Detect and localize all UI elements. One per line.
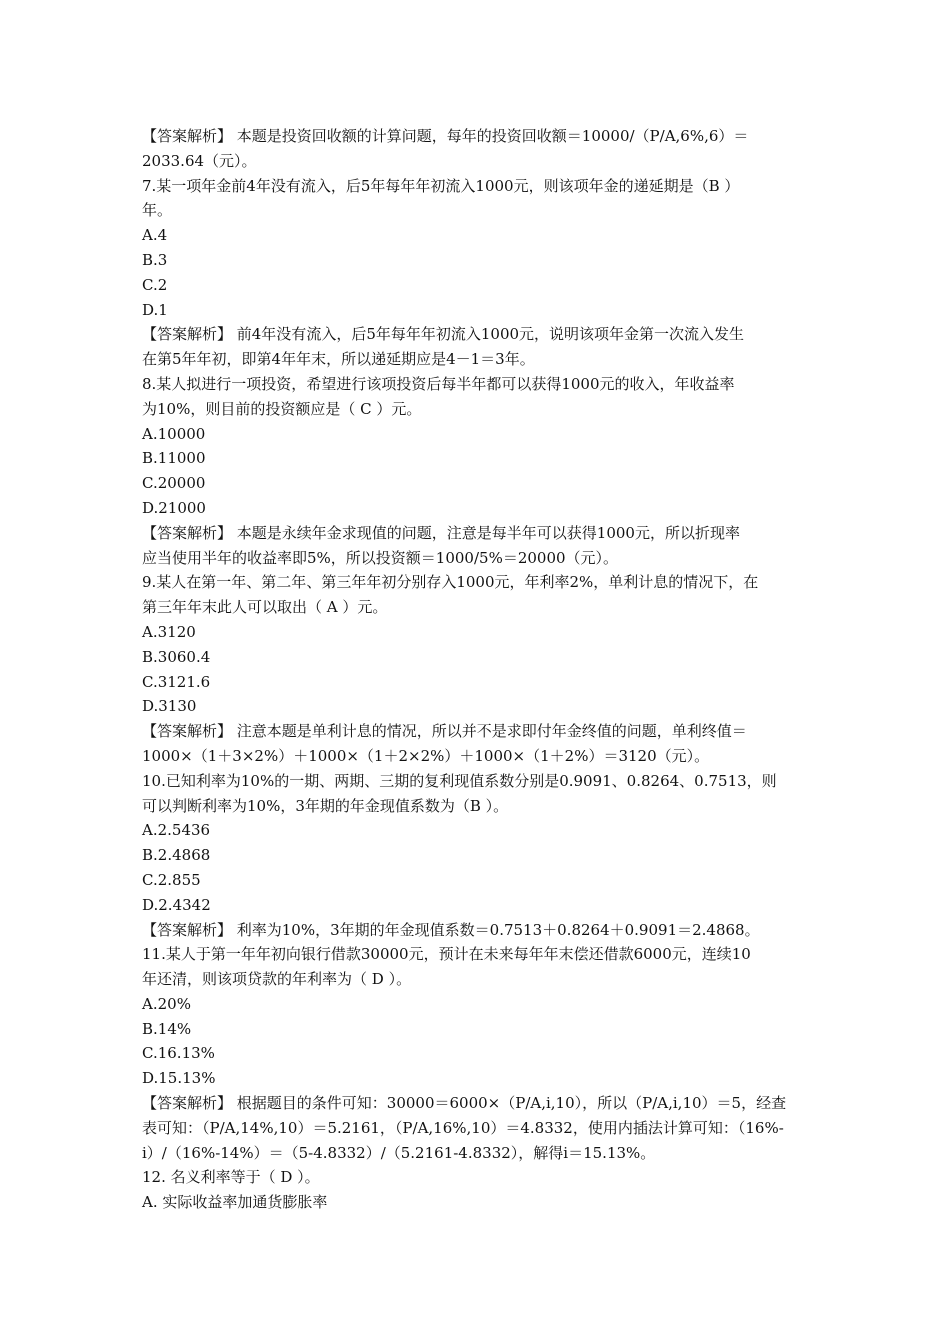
text-line: 可以判断利率为10%，3年期的年金现值系数为（B ）。 xyxy=(142,796,509,815)
option-d: D.3130 xyxy=(142,697,197,716)
option-c: C.20000 xyxy=(142,474,206,493)
option-b: B.14% xyxy=(142,1019,192,1038)
answer-analysis: 【答案解析】 本题是永续年金求现值的问题，注意是每半年可以获得1000元，所以折现率 xyxy=(142,523,740,542)
option-a: A.3120 xyxy=(142,622,196,641)
question-8: 8.某人拟进行一项投资，希望进行该项投资后每半年都可以获得1000元的收入，年收益率 xyxy=(142,374,735,393)
option-b: B.3060.4 xyxy=(142,647,211,666)
answer-analysis: 【答案解析】 注意本题是单利计息的情况，所以并不是求即付年金终值的问题，单利终值＝ xyxy=(142,722,747,741)
question-10: 10.已知利率为10%的一期、两期、三期的复利现值系数分别是0.9091、0.8264、0.7513，则 xyxy=(142,771,777,790)
option-d: D.1 xyxy=(142,300,168,319)
option-c: C.3121.6 xyxy=(142,672,211,691)
text-line: 年还清，则该项贷款的年利率为（ D ）。 xyxy=(142,970,412,989)
text-line: 表可知：（P/A,14%,10）＝5.2161，（P/A,16%,10）＝4.8332，使用内插法计算可知：（16%- xyxy=(142,1118,784,1137)
question-12: 12. 名义利率等于（ D ）。 xyxy=(142,1168,320,1187)
option-a: A. 实际收益率加通货膨胀率 xyxy=(142,1193,328,1212)
text-line: 在第5年年初，即第4年年末，所以递延期应是4－1＝3年。 xyxy=(142,350,535,369)
option-c: C.2.855 xyxy=(142,870,201,889)
option-a: A.4 xyxy=(142,226,168,245)
text-line: 为10%，则目前的投资额应是（ C ）元。 xyxy=(142,399,422,418)
answer-analysis: 【答案解析】 根据题目的条件可知：30000＝6000×（P/A,i,10），所以（P/A,i,10）＝5，经查 xyxy=(142,1094,787,1113)
option-b: B.3 xyxy=(142,250,168,269)
text-line: 1000×（1＋3×2%）＋1000×（1＋2×2%）＋1000×（1＋2%）＝3120（元）。 xyxy=(142,746,710,765)
text-line: 2033.64（元）。 xyxy=(142,151,257,170)
option-d: D.21000 xyxy=(142,498,206,517)
option-b: B.11000 xyxy=(142,449,206,468)
option-d: D.15.13% xyxy=(142,1069,216,1088)
option-d: D.2.4342 xyxy=(142,895,211,914)
answer-analysis: 【答案解析】 前4年没有流入，后5年每年年初流入1000元，说明该项年金第一次流入发生 xyxy=(142,325,745,344)
text-line: 【答案解析】 本题是投资回收额的计算问题，每年的投资回收额＝10000/（P/A,6%,6）＝ xyxy=(142,127,749,145)
option-a: A.2.5436 xyxy=(142,821,211,840)
answer-analysis: 【答案解析】 利率为10%，3年期的年金现值系数＝0.7513＋0.8264＋0.9091＝2.4868。 xyxy=(142,920,760,939)
question-7: 7.某一项年金前4年没有流入，后5年每年年初流入1000元，则该项年金的递延期是（B ） xyxy=(142,176,740,195)
option-a: A.20% xyxy=(142,994,191,1013)
option-c: C.2 xyxy=(142,275,168,294)
text-line: i）/（16%-14%）＝（5-4.8332）/（5.2161-4.8332），解得i＝15.13%。 xyxy=(142,1143,656,1162)
document-page xyxy=(142,124,810,1215)
option-c: C.16.13% xyxy=(142,1044,215,1063)
text-line: 应当使用半年的收益率即5%，所以投资额＝1000/5%＝20000（元）。 xyxy=(142,548,619,567)
text-line: 第三年年末此人可以取出（ A ）元。 xyxy=(142,598,388,617)
text-line: 年。 xyxy=(142,201,173,220)
question-11: 11.某人于第一年年初向银行借款30000元，预计在未来每年年末偿还借款6000元，连续10 xyxy=(142,945,751,964)
option-a: A.10000 xyxy=(142,424,206,443)
option-b: B.2.4868 xyxy=(142,846,211,865)
question-9: 9.某人在第一年、第二年、第三年年初分别存入1000元，年利率2%，单利计息的情况下，在 xyxy=(142,573,759,592)
